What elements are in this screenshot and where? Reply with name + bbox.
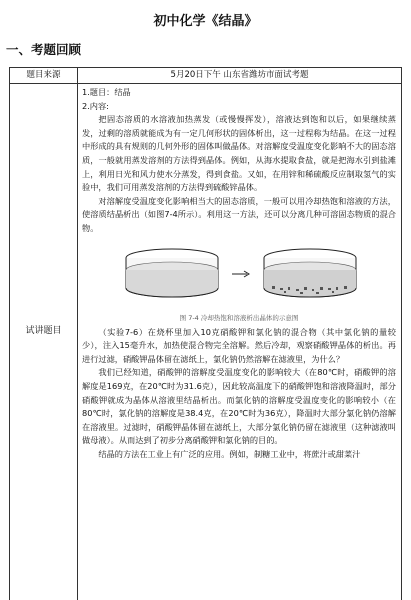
paragraph-cooling: 对溶解度受温度变化影响相当大的固态溶质，一般可以用冷却热饱和溶液的方法，使溶质结晶析出（如图7-4所示）。利用这一方法，还可以分离几种可溶固态物质的混合物。 xyxy=(82,195,396,233)
item-title: 1.题目：结晶 xyxy=(82,87,131,97)
right-dish xyxy=(264,249,356,297)
document-title: 初中化学《结晶》 xyxy=(153,14,258,29)
paragraph-industry: 结晶的方法在工业上有广泛的应用。例如，制糖工业中，将蔗汁或甜菜汁 xyxy=(98,448,361,459)
beaker-illustration xyxy=(122,240,362,310)
paragraph-evaporation: 把固态溶质的水溶液加热蒸发（或慢慢挥发），溶液达到饱和以后，如果继续蒸发，过剩的溶质就能成为有一定几何形状的固体析出，这一过程称为结晶。在这一过程中形成的具有规则的几何外形的固体叫做晶体。对溶解度受温度变化影响不大的固态溶质，一般就用蒸发溶剂的方法得到晶体。例如，从海水提取食盐，就是把海水引到盐滩上，利用日光和风力使水分蒸发，得到食盐。又如，在用锌和稀硫酸反应制取氢气的实验中，我们可用蒸发溶剂的方法得到硫酸锌晶体。 xyxy=(82,114,396,193)
section-heading: 一、考题回顾 xyxy=(6,42,82,57)
topic-label: 试讲题目 xyxy=(25,326,62,336)
left-dish xyxy=(126,249,218,297)
topic-content xyxy=(82,86,396,461)
exam-table xyxy=(9,67,402,600)
crystallization-figure xyxy=(82,238,396,326)
paragraph-explanation: 我们已经知道，硝酸钾的溶解度受温度变化的影响较大（在80℃时，硝酸钾的溶解度是169克，在20℃时为31.6克），因此较高温度下的硝酸钾饱和溶液降温时，部分硝酸钾就成为晶体从溶液里结晶析出。而氯化钠的溶解度受温度变化的影响较小（在80℃时，氯化钠的溶解度是38.4克，在20℃时为36克），降温时大部分氯化钠仍溶解在溶液里。过滤时，硝酸钾晶体留在滤纸上，大部分氯化钠仍留在滤液里（这种滤液叫做母液）。从而达到了初步分离硝酸钾和氯化钠的目的。 xyxy=(82,367,396,446)
source-value: 5月20日下午 山东省潍坊市面试考题 xyxy=(170,70,309,80)
column-divider xyxy=(77,68,78,600)
source-row xyxy=(10,68,401,84)
item-content-label: 2.内容: xyxy=(82,100,109,111)
figure-caption: 图 7-4 冷却热饱和溶液析出晶体的示意图 xyxy=(179,313,299,322)
source-label: 题目来源 xyxy=(26,70,61,80)
paragraph-experiment: （实验7-6）在烧杯里加入10克硝酸钾和氯化钠的混合物（其中氯化钠的量较少），注入15毫升水，加热使混合物完全溶解。然后冷却，观察硝酸钾晶体的析出。再进行过滤，硝酸钾晶体留在滤纸上，氯化钠仍然溶解在滤液里，为什么？ xyxy=(82,326,396,364)
